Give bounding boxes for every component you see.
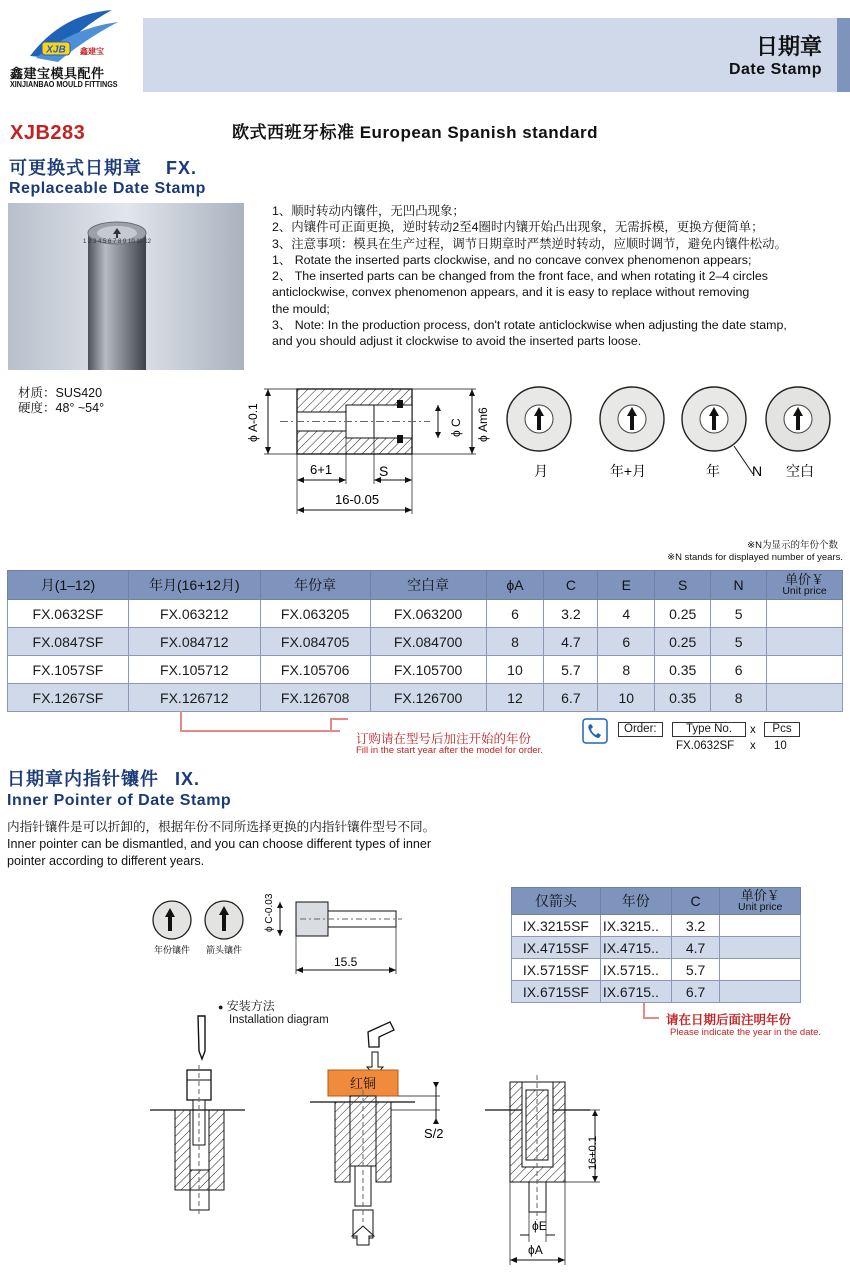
cell: IX.4715..: [600, 937, 671, 959]
order-pcs-label: Pcs: [764, 722, 800, 737]
ix-note-bracket: [643, 1003, 645, 1018]
brand-name-cn: 鑫建宝模具配件: [10, 66, 105, 81]
logo-emblem: [12, 6, 134, 66]
cell: FX.084705: [260, 628, 370, 656]
logo-mark: XJB: [46, 44, 66, 56]
order-note-en: Fill in the start year after the model for order.: [356, 745, 543, 756]
table-header-row: [512, 888, 801, 915]
table-row: [512, 959, 801, 981]
note-line: 2、内镶件可正面更换，逆时转动2至4圈时内镶开始凸出现象，无需拆模，更换方便简单；: [272, 220, 764, 235]
dim-a-label: ϕ A-0.1: [246, 403, 260, 442]
stamp-digits: 1 2 3 4 5 6 7 8 9 10 11 12: [83, 239, 151, 245]
dim-am-label: ϕ Am6: [476, 407, 490, 442]
col-header: N: [711, 571, 767, 600]
inner-pointer-drawing: [150, 890, 420, 980]
note-line: anticlockwise, convex phenomenon appears, and it is easy to replace without removing: [272, 285, 750, 300]
order-bracket: [330, 718, 348, 720]
price-cell: [720, 915, 801, 937]
cell: 4.7: [544, 628, 598, 656]
standard-title: 欧式西班牙标准 European Spanish standard: [232, 123, 598, 142]
col-header: 仅箭头: [512, 888, 601, 915]
technical-drawing: [240, 372, 845, 522]
inner-title-en: Inner Pointer of Date Stamp: [7, 792, 232, 809]
cell: FX.1267SF: [8, 684, 129, 712]
cell: 10: [598, 684, 655, 712]
desc-line: Inner pointer can be dismantled, and you can choose different types of inner: [7, 837, 432, 851]
product-photo: [8, 203, 244, 370]
table-row: [8, 684, 843, 712]
price-cell: [767, 600, 843, 628]
table-row: [8, 628, 843, 656]
n-note-en: ※N stands for displayed number of years.: [667, 552, 843, 563]
col-header: 年份章: [260, 571, 370, 600]
dial-label-blank: 空白: [786, 463, 814, 479]
ix-spec-table: [511, 887, 801, 1003]
order-bracket: [330, 718, 332, 731]
cell: 4.7: [671, 937, 720, 959]
cell: 3.2: [544, 600, 598, 628]
page-title-en: Date Stamp: [728, 61, 822, 78]
cell: 8: [486, 628, 544, 656]
material-text: 材质：SUS420: [18, 386, 103, 400]
table-row: [512, 937, 801, 959]
col-header: E: [598, 571, 655, 600]
cell: FX.105706: [260, 656, 370, 684]
price-cn: 单价￥: [740, 888, 780, 903]
cell: 0.35: [655, 656, 711, 684]
inner-desc: [7, 819, 435, 870]
order-example-qty: 10: [774, 740, 787, 752]
cell: 6: [711, 656, 767, 684]
dial-month: [507, 387, 571, 451]
table-header-row: [8, 571, 843, 600]
inner-title-cn-text: 日期章内指针镶件: [7, 769, 159, 789]
order-bracket: [180, 711, 182, 731]
price-cell: [720, 937, 801, 959]
fx-spec-table: [7, 570, 843, 712]
logo-sub: 鑫建宝: [80, 47, 104, 56]
dial-label-month: 月: [534, 463, 548, 479]
price-en: Unit price: [782, 585, 827, 597]
ix-note-bracket: [643, 1017, 659, 1019]
cell: FX.063205: [260, 600, 370, 628]
col-header: 空白章: [370, 571, 486, 600]
dim-e-label: ϕE: [532, 1219, 547, 1233]
col-header-price: [767, 571, 843, 600]
price-cn: 单价￥: [785, 572, 825, 587]
install-step-1: [150, 1016, 245, 1215]
cell: FX.063200: [370, 600, 486, 628]
cell: FX.063212: [128, 600, 260, 628]
cell: FX.084700: [370, 628, 486, 656]
inner-series: IX.: [175, 769, 201, 789]
cell: 5: [711, 628, 767, 656]
install-title-cn-text: 安装方法: [226, 999, 275, 1013]
header-edge: [837, 18, 850, 92]
cell: FX.126700: [370, 684, 486, 712]
product-name-cn: [9, 154, 197, 180]
usage-notes: [272, 203, 847, 350]
inner-title-cn: [7, 765, 200, 791]
cell: 12: [486, 684, 544, 712]
hardness-text: 硬度：48° ~54°: [18, 401, 105, 415]
inner-dim-len: 15.5: [334, 955, 358, 969]
ix-note-cn: 请在日期后面注明年份: [666, 1013, 792, 1027]
cell: 5.7: [544, 656, 598, 684]
cell: IX.5715SF: [512, 959, 601, 981]
cell: FX.084712: [128, 628, 260, 656]
cell: FX.105712: [128, 656, 260, 684]
price-en: Unit price: [738, 901, 783, 913]
col-header: 年份: [600, 888, 671, 915]
cell: 8: [598, 656, 655, 684]
price-cell: [720, 959, 801, 981]
col-header: S: [655, 571, 711, 600]
order-note-cn: 订购请在型号后加注开始的年份: [356, 732, 532, 746]
col-header-price: [720, 888, 801, 915]
table-row: [512, 981, 801, 1003]
dim-6-label: 6+1: [310, 462, 333, 477]
dim-16-label: 16+0.1: [587, 1136, 599, 1170]
cell: FX.126712: [128, 684, 260, 712]
note-line: 3、注意事项：模具在生产过程，调节日期章时严禁逆时转动，应顺时调节，避免内镶件松动。: [272, 236, 787, 251]
cell: 6.7: [544, 684, 598, 712]
cell: 6: [598, 628, 655, 656]
cell: IX.3215..: [600, 915, 671, 937]
note-line: 2、 The inserted parts can be changed from the front face, and when rotating it 2–4 circles: [272, 269, 768, 284]
cell: 10: [486, 656, 544, 684]
dial-year: [682, 387, 746, 451]
cell: 5.7: [671, 959, 720, 981]
cell: 0.35: [655, 684, 711, 712]
cell: FX.126708: [260, 684, 370, 712]
cell: 0.25: [655, 600, 711, 628]
inner-dim-c: ϕ C-0.03: [264, 893, 275, 932]
price-cell: [767, 656, 843, 684]
header-band: [143, 18, 837, 92]
cell: IX.6715SF: [512, 981, 601, 1003]
order-bracket: [180, 730, 340, 732]
dim-s-label: S: [379, 463, 389, 479]
ix-note-en: Please indicate the year in the date.: [670, 1027, 822, 1038]
bullet-icon: ●: [218, 1002, 224, 1012]
order-label: Order:: [618, 722, 663, 737]
cell: 6.7: [671, 981, 720, 1003]
note-line: 3、 Note: In the production process, don't rotate anticlockwise when adjusting the date stamp,: [272, 318, 787, 333]
dial-blank: [766, 387, 830, 451]
note-line: 1、顺时转动内镶件，无凹凸现象；: [272, 204, 465, 218]
phone-icon: [582, 718, 608, 749]
dim-s2-label: S/2: [424, 1126, 444, 1141]
page-title-cn: 日期章: [755, 34, 822, 59]
dim-16-label: 16-0.05: [335, 492, 380, 507]
dial-label-year: 年: [706, 463, 720, 479]
cell: FX.0632SF: [8, 600, 129, 628]
cell: 3.2: [671, 915, 720, 937]
dim-a-label: ϕA: [528, 1243, 543, 1257]
col-header: C: [544, 571, 598, 600]
product-series: FX.: [166, 158, 198, 178]
table-row: [8, 600, 843, 628]
col-header: ϕA: [486, 571, 544, 600]
cell: 0.25: [655, 628, 711, 656]
note-line: 1、 Rotate the inserted parts clockwise, and no concave convex phenomenon appears;: [272, 252, 752, 267]
product-name-en: Replaceable Date Stamp: [9, 180, 206, 197]
col-header: 年月(16+12月): [128, 571, 260, 600]
install-step-3: [485, 1075, 600, 1265]
dim-c-label: ϕ C: [449, 418, 463, 437]
installation-diagram: [140, 1010, 620, 1280]
cell: IX.3215SF: [512, 915, 601, 937]
desc-line: pointer according to different years.: [7, 854, 205, 868]
table-row: [8, 656, 843, 684]
cell: FX.105700: [370, 656, 486, 684]
desc-line: 内指针镶件是可以折卸的，根据年份不同所选择更换的内指针镶件型号不同。: [7, 820, 436, 834]
price-cell: [767, 684, 843, 712]
material-info: [18, 386, 104, 416]
cell: 5: [711, 600, 767, 628]
install-step-2: [310, 1022, 444, 1245]
install-title-en: Installation diagram: [229, 1014, 329, 1026]
cell: 8: [711, 684, 767, 712]
cell: IX.4715SF: [512, 937, 601, 959]
cell: 6: [486, 600, 544, 628]
price-cell: [720, 981, 801, 1003]
note-line: the mould;: [272, 301, 330, 316]
copper-block-label: 红铜: [349, 1076, 377, 1091]
product-name-cn-text: 可更换式日期章: [9, 158, 142, 178]
order-example-type: FX.0632SF: [676, 740, 735, 752]
cell: IX.5715..: [600, 959, 671, 981]
year-insert-label: 年份镶件: [153, 945, 191, 955]
cell: 4: [598, 600, 655, 628]
dial-year-month: [600, 387, 664, 451]
order-x1: x: [750, 724, 756, 736]
arrow-insert-label: 箭头镶件: [205, 945, 243, 955]
order-x2: x: [750, 740, 756, 752]
brand-name-en: XINJIANBAO MOULD FITTINGS: [10, 80, 118, 89]
product-code: XJB283: [10, 122, 86, 144]
cell: FX.0847SF: [8, 628, 129, 656]
note-line: and you should adjust it clockwise to avoid the inserted parts loose.: [272, 334, 642, 349]
order-type-label: Type No.: [672, 722, 746, 737]
hammer-icon: [368, 1022, 394, 1047]
cell: FX.1057SF: [8, 656, 129, 684]
table-row: [512, 915, 801, 937]
price-cell: [767, 628, 843, 656]
cell: IX.6715..: [600, 981, 671, 1003]
n-note-cn: ※N为显示的年份个数: [747, 540, 838, 551]
col-header: 月(1–12): [8, 571, 129, 600]
dial-n-label: N: [752, 463, 763, 479]
dial-label-year-month: 年+月: [609, 463, 647, 479]
col-header: C: [671, 888, 720, 915]
